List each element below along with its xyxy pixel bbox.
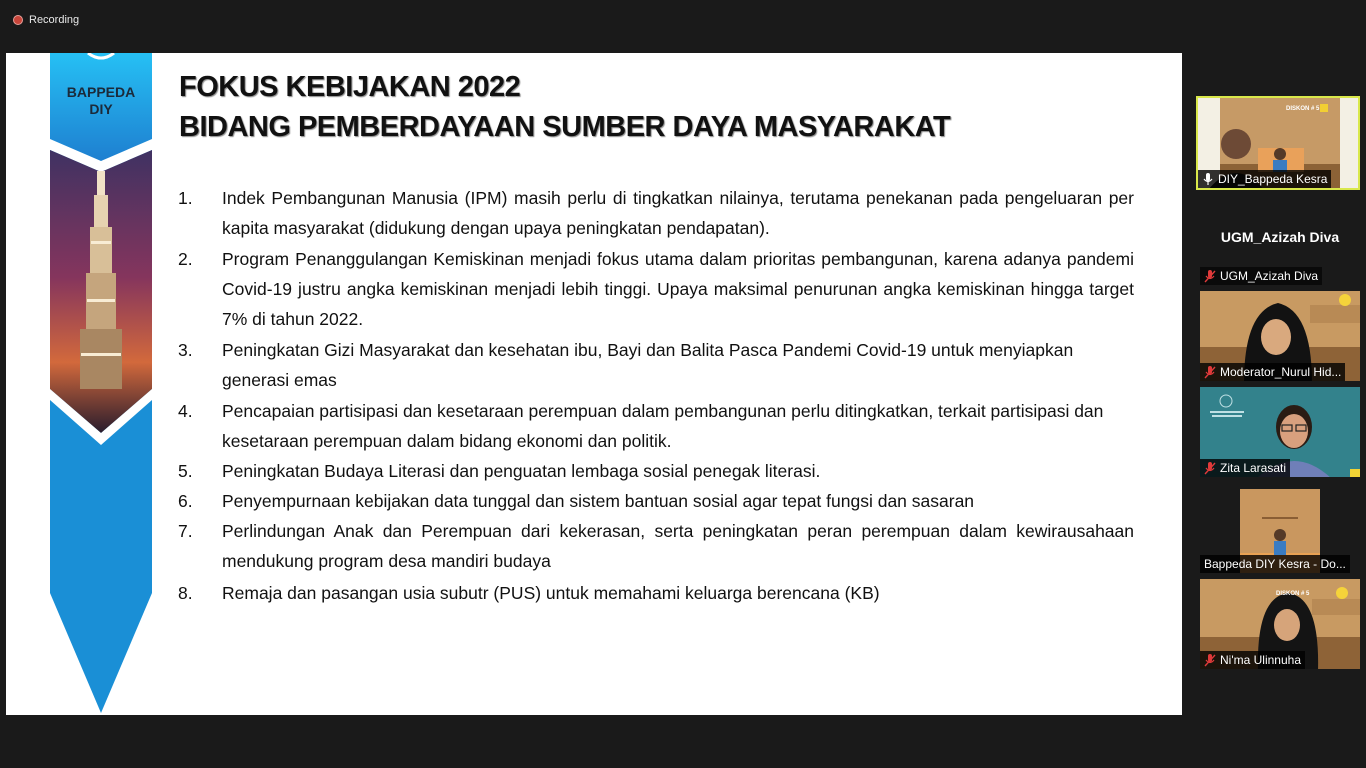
list-item-line: Remaja dan pasangan usia subutr (PUS) untuk memahami keluarga berencana (KB) [222,583,880,603]
participant-tile-diy-bappeda-kesra[interactable] [1196,96,1360,190]
microphone-muted-icon [1204,654,1216,667]
list-item-line: Peningkatan Budaya Literasi dan penguatan lembaga sosial penegak literasi. [222,461,821,481]
list-item-line: kapita masyarakat (didukung dengan upaya peningkatan pendapatan). [222,218,770,238]
list-item [178,183,1134,243]
list-item-line: Peningkatan Gizi Masyarakat dan kesehatan ibu, Bayi dan Balita Pasca Pandemi Covid-19 untuk menyiapkan [222,340,1074,360]
microphone-muted-icon [1204,462,1216,475]
list-item-line: Pencapaian partisipasi dan kesetaraan perempuan dalam pembangunan perlu ditingkatkan, terkait partisipasi dan [222,401,1104,421]
list-item-number: 1. [178,188,193,208]
participant-tile-moderator[interactable] [1200,291,1360,381]
participant-name: Bappeda DIY Kesra - Do... [1204,557,1346,571]
list-item-number: 6. [178,491,193,511]
participant-name: DIY_Bappeda Kesra [1218,172,1328,186]
list-item-line: 7% di tahun 2022. [222,309,364,329]
list-item-number: 7. [178,521,193,541]
list-item [178,456,1134,486]
list-item-line: Program Penanggulangan Kemiskinan menjadi fokus utama dalam prioritas pembangunan, karena adanya pandemi [222,249,1134,269]
list-item-line: Covid-19 justru angka kemiskinan menjadi lebih tinggi. Upaya maksimal penurunan angka kemiskinan hingga target [222,279,1134,299]
bappeda-logo-text [50,84,152,118]
tile-slide-label: DISKON # 5 [1276,591,1310,597]
recording-indicator[interactable] [13,13,79,27]
policy-list [178,183,1134,608]
participant-name: Moderator_Nurul Hid... [1220,365,1342,379]
list-item-line: kesetaraan perempuan dalam bidang ekonomi dan politik. [222,431,672,451]
list-item-number: 2. [178,249,193,269]
participant-name-bar [1200,363,1345,381]
participant-name-bar [1200,267,1322,285]
list-item [178,516,1134,576]
logo-text-line1: BAPPEDA [66,84,136,100]
recording-label: Recording [29,14,80,26]
participant-name-bar [1200,555,1350,573]
list-item [178,486,1134,516]
microphone-icon [1202,173,1214,186]
participant-gallery [1196,0,1366,768]
slide-title-line1: FOKUS KEBIJAKAN 2022 [179,71,521,103]
participant-tile-bappeda-diy-kesra[interactable] [1200,483,1360,573]
slide-title-line2: BIDANG PEMBERDAYAAN SUMBER DAYA MASYARAKAT [179,111,951,143]
shared-slide [6,53,1182,715]
participant-name-bar [1198,170,1331,188]
participant-tile-zita-larasati[interactable] [1200,387,1360,477]
participant-tile-nima-ulinnuha[interactable] [1200,579,1360,669]
bappeda-banner-image [50,53,152,713]
microphone-muted-icon [1204,270,1216,283]
participant-name: Zita Larasati [1220,461,1287,475]
microphone-muted-icon [1204,366,1216,379]
participant-name: UGM_Azizah Diva [1220,269,1319,283]
list-item-line: generasi emas [222,370,337,390]
participant-tile-ugm-azizah-diva[interactable] [1200,195,1360,285]
list-item-line: Perlindungan Anak dan Perempuan dari kekerasan, serta peningkatan peran perempuan dalam kewirausahaan [222,521,1134,541]
list-item [178,396,1134,456]
list-item [178,244,1134,334]
tile-slide-label: DISKON # 5 [1286,106,1320,112]
list-item-number: 3. [178,340,193,360]
list-item [178,335,1134,395]
list-item-number: 8. [178,583,193,603]
list-item [178,578,1134,608]
participant-name: Ni'ma Ulinnuha [1220,653,1301,667]
participant-name-bar [1200,651,1305,669]
record-dot-icon [13,15,23,25]
participant-display-name: UGM_Azizah Diva [1220,229,1340,245]
logo-text-line2: DIY [89,101,113,117]
list-item-line: mendukung program desa mandiri budaya [222,551,551,571]
list-item-line: Penyempurnaan kebijakan data tunggal dan sistem bantuan sosial agar tepat fungsi dan sasaran [222,491,975,511]
list-item-number: 4. [178,401,193,421]
participant-name-bar [1200,459,1290,477]
slide-title [179,67,950,147]
list-item-number: 5. [178,461,193,481]
list-item-line: Indek Pembangunan Manusia (IPM) masih perlu di tingkatkan nilainya, terutama penekanan pada pengeluaran per [222,188,1134,208]
